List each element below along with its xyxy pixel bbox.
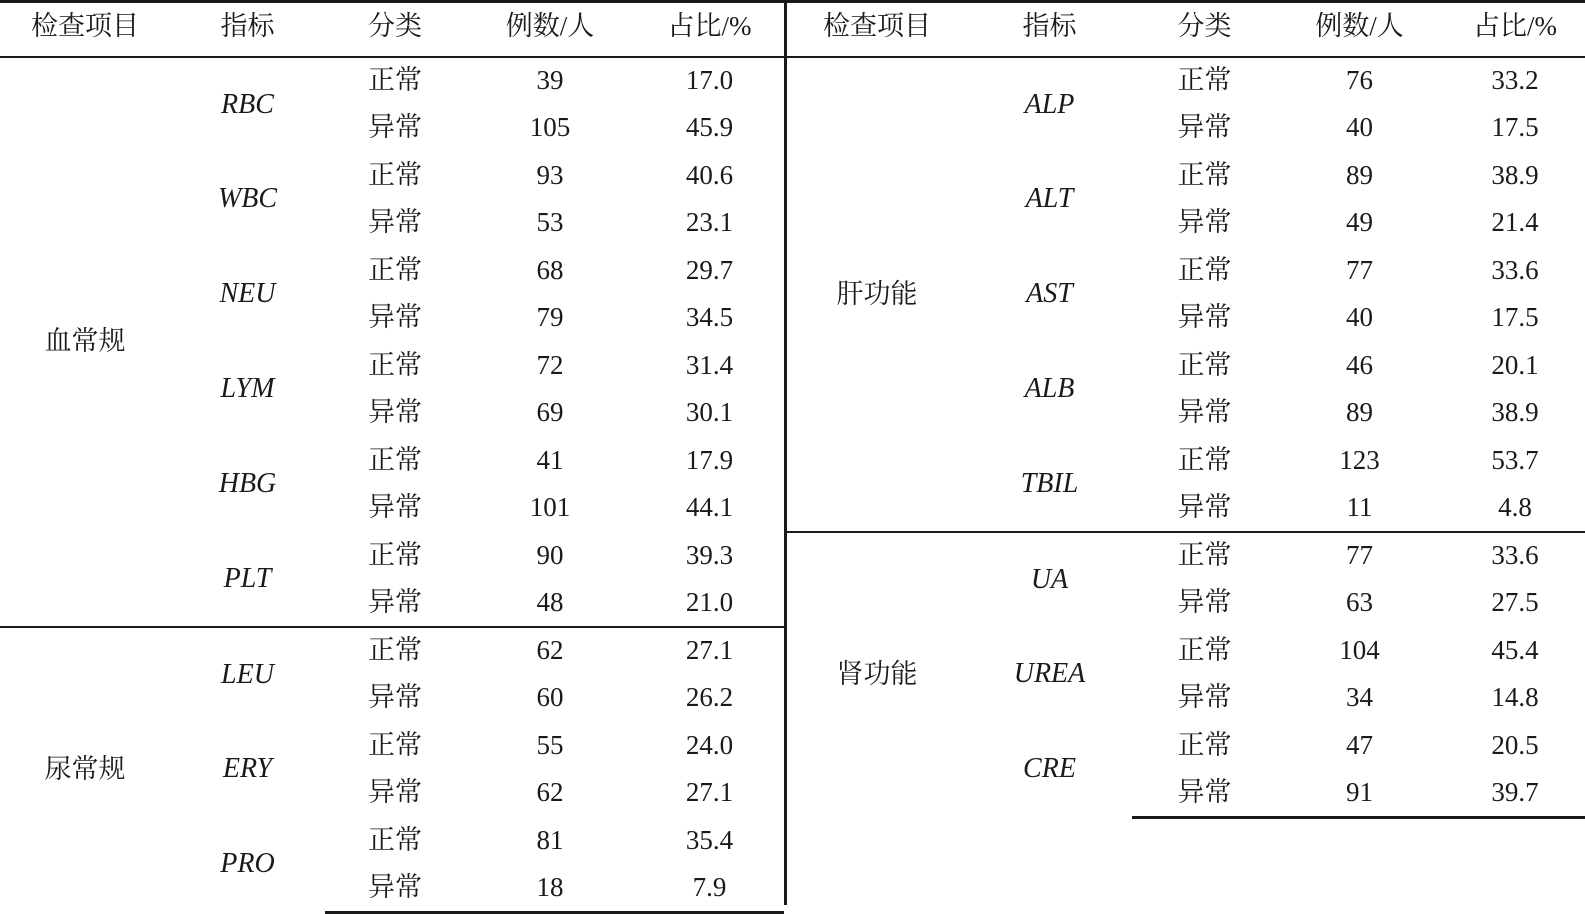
- percent-cell: 4.8: [1498, 491, 1532, 522]
- classification-cell: 异常: [368, 112, 422, 143]
- count-cell: 47: [1346, 729, 1373, 760]
- column-header-indicator: 指标: [967, 2, 1132, 58]
- indicator-name-cell: WBC: [217, 183, 278, 215]
- percent-cell: 45.9: [685, 112, 734, 143]
- column-header-count: 例数/人: [1277, 2, 1442, 58]
- percent-cell: 39.3: [685, 539, 734, 570]
- classification-cell: 正常: [1177, 65, 1232, 96]
- indicator-name-cell: AST: [1026, 278, 1073, 310]
- percent-cell: 31.4: [685, 349, 734, 380]
- classification-cell: 异常: [368, 397, 422, 428]
- count-cell: 34: [1346, 682, 1373, 713]
- classification-cell: 异常: [1177, 112, 1232, 143]
- classification-cell: 正常: [1177, 634, 1232, 665]
- count-cell: 101: [529, 492, 571, 523]
- count-cell: 76: [1346, 65, 1373, 96]
- left-header-row: [0, 2, 784, 58]
- indicator-name-cell: PRO: [220, 848, 275, 880]
- count-cell: 91: [1277, 770, 1442, 818]
- percent-cell: 33.2: [1491, 65, 1539, 96]
- count-cell: 40: [1346, 112, 1373, 143]
- count-cell: 89: [1346, 397, 1373, 428]
- indicator-name-cell: UREA: [1013, 658, 1086, 690]
- classification-cell: 正常: [1177, 444, 1232, 475]
- count-cell: 93: [536, 159, 564, 190]
- group-name-cell: 血常规: [44, 326, 126, 357]
- column-header-count: 例数/人: [465, 2, 635, 58]
- classification-cell: 异常: [1177, 302, 1232, 333]
- column-header-class: 分类: [1132, 2, 1277, 58]
- percent-cell: 38.9: [1491, 397, 1539, 428]
- indicator-name-cell: PLT: [223, 562, 272, 594]
- classification-cell: 正常: [368, 729, 422, 760]
- percent-cell: 21.0: [685, 586, 734, 617]
- percent-cell: 17.5: [1491, 302, 1539, 333]
- classification-cell: 正常: [1177, 349, 1232, 380]
- percent-cell: 23.1: [685, 207, 734, 238]
- count-cell: 18: [465, 865, 635, 913]
- count-cell: 77: [1277, 532, 1442, 580]
- column-header-item: 检查项目: [787, 2, 967, 58]
- classification-cell: 正常: [368, 444, 422, 475]
- left-table-body: [0, 57, 784, 912]
- left-data-table: [0, 0, 784, 914]
- left-table-panel: [0, 0, 784, 905]
- classification-cell: 异常: [368, 302, 422, 333]
- left-table-head: [0, 2, 784, 58]
- count-cell: 81: [536, 824, 564, 855]
- classification-cell: 正常: [325, 627, 465, 675]
- classification-cell: 正常: [1132, 532, 1277, 580]
- percent-cell: 33.6: [1491, 254, 1539, 285]
- percent-cell: 45.4: [1491, 634, 1539, 665]
- percent-cell: 17.9: [685, 444, 734, 475]
- table-row: [0, 627, 784, 675]
- indicator-name-cell: UA: [967, 532, 1132, 627]
- count-cell: 48: [536, 586, 564, 617]
- classification-cell: 异常: [1177, 587, 1232, 618]
- right-header-row: [787, 2, 1585, 58]
- count-cell: 72: [536, 349, 564, 380]
- count-cell: 89: [1346, 159, 1373, 190]
- indicator-name-cell: LEU: [170, 627, 325, 722]
- count-cell: 63: [1346, 587, 1373, 618]
- indicator-name-cell: ERY: [222, 753, 273, 785]
- percent-cell: 39.7: [1442, 770, 1585, 818]
- percent-cell: 40.6: [685, 159, 734, 190]
- percent-cell: 30.1: [685, 397, 734, 428]
- count-cell: 77: [1346, 254, 1373, 285]
- classification-cell: 异常: [368, 586, 422, 617]
- percent-cell: 27.1: [685, 777, 734, 808]
- count-cell: 41: [536, 444, 564, 475]
- percent-cell: 26.2: [685, 682, 734, 713]
- classification-cell: 正常: [1177, 729, 1232, 760]
- percent-cell: 14.8: [1491, 682, 1539, 713]
- count-cell: 104: [1339, 634, 1380, 665]
- indicator-name-cell: ALP: [1024, 88, 1075, 120]
- percent-cell: 20.5: [1491, 729, 1539, 760]
- count-cell: 39: [536, 65, 564, 96]
- classification-cell: 正常: [368, 539, 422, 570]
- percent-cell: 29.7: [685, 254, 734, 285]
- classification-cell: 正常: [368, 349, 422, 380]
- count-cell: 46: [1346, 349, 1373, 380]
- classification-cell: 异常: [368, 777, 422, 808]
- classification-cell: 正常: [1177, 159, 1232, 190]
- percent-cell: 24.0: [685, 729, 734, 760]
- indicator-name-cell: ALB: [1024, 373, 1075, 405]
- percent-cell: 35.4: [685, 824, 734, 855]
- classification-cell: 异常: [325, 865, 465, 913]
- classification-cell: 正常: [368, 159, 422, 190]
- percent-cell: 53.7: [1491, 444, 1539, 475]
- indicator-name-cell: RBC: [221, 88, 274, 120]
- classification-cell: 正常: [368, 65, 422, 96]
- count-cell: 11: [1346, 491, 1373, 522]
- column-header-pct: 占比/%: [1442, 2, 1585, 58]
- indicator-name-cell: LYM: [220, 373, 275, 405]
- count-cell: 68: [536, 254, 564, 285]
- count-cell: 123: [1339, 444, 1380, 475]
- classification-cell: 异常: [368, 492, 422, 523]
- percent-cell: 7.9: [635, 865, 784, 913]
- count-cell: 60: [536, 682, 564, 713]
- right-table-panel: [787, 0, 1585, 905]
- percent-cell: 20.1: [1491, 349, 1539, 380]
- count-cell: 69: [536, 397, 564, 428]
- classification-cell: 异常: [368, 682, 422, 713]
- table-row: [787, 532, 1585, 580]
- group-name-cell: 尿常规: [0, 627, 170, 912]
- percent-cell: 44.1: [685, 492, 734, 523]
- classification-cell: 正常: [1177, 254, 1232, 285]
- classification-cell: 异常: [1177, 682, 1232, 713]
- table-row: [787, 57, 1585, 105]
- indicator-name-cell: ALT: [1025, 183, 1074, 215]
- percent-cell: 27.5: [1491, 587, 1539, 618]
- percent-cell: 27.1: [635, 627, 784, 675]
- count-cell: 79: [536, 302, 564, 333]
- count-cell: 53: [536, 207, 564, 238]
- classification-cell: 正常: [368, 824, 422, 855]
- classification-cell: 异常: [1132, 770, 1277, 818]
- indicator-name-cell: CRE: [1023, 753, 1076, 785]
- count-cell: 62: [465, 627, 635, 675]
- percent-cell: 33.6: [1442, 532, 1585, 580]
- column-header-indicator: 指标: [170, 2, 325, 58]
- percent-cell: 21.4: [1491, 207, 1539, 238]
- group-name-cell: 肾功能: [787, 532, 967, 817]
- indicator-name-cell: HBG: [218, 468, 277, 500]
- classification-cell: 异常: [1177, 207, 1232, 238]
- classification-cell: 异常: [1177, 397, 1232, 428]
- count-cell: 105: [529, 112, 571, 143]
- indicator-name-cell: NEU: [219, 278, 276, 310]
- right-table-head: [787, 2, 1585, 58]
- percent-cell: 34.5: [685, 302, 734, 333]
- group-name-cell: 肝功能: [836, 278, 918, 309]
- percent-cell: 17.5: [1491, 112, 1539, 143]
- right-table-body: [787, 57, 1585, 817]
- column-header-item: 检查项目: [0, 2, 170, 58]
- count-cell: 49: [1346, 207, 1373, 238]
- count-cell: 40: [1346, 302, 1373, 333]
- percent-cell: 38.9: [1491, 159, 1539, 190]
- classification-cell: 正常: [368, 254, 422, 285]
- count-cell: 90: [536, 539, 564, 570]
- indicator-name-cell: TBIL: [1020, 467, 1079, 499]
- count-cell: 55: [536, 729, 564, 760]
- table-row: [0, 57, 784, 105]
- column-header-pct: 占比/%: [635, 2, 784, 58]
- column-header-class: 分类: [325, 2, 465, 58]
- right-data-table: [787, 0, 1585, 819]
- count-cell: 62: [536, 777, 564, 808]
- percent-cell: 17.0: [685, 65, 734, 96]
- classification-cell: 异常: [368, 207, 422, 238]
- classification-cell: 异常: [1177, 491, 1232, 522]
